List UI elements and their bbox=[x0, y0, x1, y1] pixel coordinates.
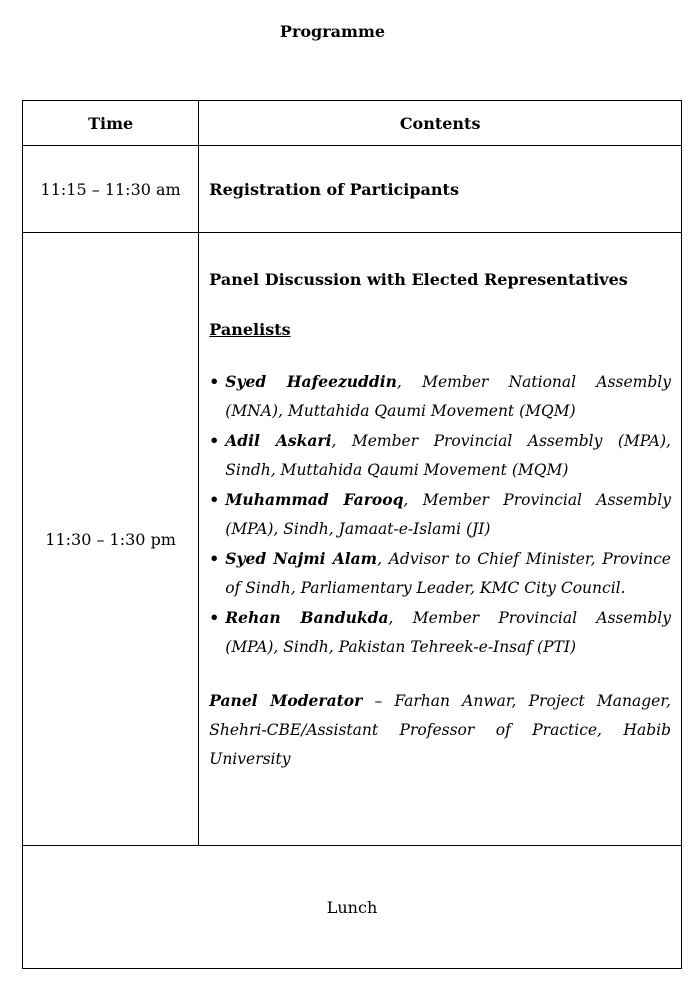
list-item bbox=[209, 367, 671, 426]
programme-table bbox=[22, 100, 682, 969]
registration-time: 11:15 – 11:30 am bbox=[23, 146, 199, 233]
panelist-detail: , Member Provincial Assembly (MPA), Sindh, Pakistan Tehreek-e-Insaf (PTI) bbox=[225, 609, 671, 656]
page-title: Programme bbox=[279, 22, 386, 41]
bullet-icon: • bbox=[209, 431, 220, 450]
table-row-registration bbox=[23, 146, 682, 233]
registration-cell bbox=[199, 146, 682, 233]
list-item bbox=[209, 603, 671, 662]
panelist-name: Syed Najmi Alam bbox=[225, 549, 378, 568]
panelist-name: Syed Hafeezuddin bbox=[225, 372, 397, 391]
moderator-detail: – Farhan Anwar, Project Manager, Shehri-CBE/Assistant Professor of Practice, Habib University bbox=[209, 692, 671, 768]
panel-time: 11:30 – 1:30 pm bbox=[23, 233, 199, 846]
moderator-label: Panel Moderator bbox=[209, 691, 363, 710]
panelist-detail: , Member Provincial Assembly (MPA), Sindh, Muttahida Qaumi Movement (MQM) bbox=[225, 432, 671, 479]
panelist-name: Adil Askari bbox=[225, 431, 332, 450]
panel-title: Panel Discussion with Elected Representatives bbox=[209, 270, 628, 289]
column-header-time: Time bbox=[23, 101, 199, 146]
column-header-contents: Contents bbox=[199, 101, 682, 146]
list-item bbox=[209, 426, 671, 485]
table-row-lunch bbox=[23, 846, 682, 969]
bullet-icon: • bbox=[209, 490, 220, 509]
bullet-icon: • bbox=[209, 608, 220, 627]
panel-cell bbox=[199, 233, 682, 846]
panel-moderator bbox=[209, 686, 671, 774]
panelists-heading: Panelists bbox=[209, 320, 291, 339]
list-item bbox=[209, 485, 671, 544]
panelist-name: Muhammad Farooq bbox=[225, 490, 404, 509]
bullet-icon: • bbox=[209, 549, 220, 568]
panelist-detail: , Member Provincial Assembly (MPA), Sindh, Jamaat-e-Islami (JI) bbox=[225, 491, 671, 538]
panelist-detail: , Member National Assembly (MNA), Muttahida Qaumi Movement (MQM) bbox=[225, 373, 671, 420]
bullet-icon: • bbox=[209, 372, 220, 391]
panelist-name: Rehan Bandukda bbox=[225, 608, 389, 627]
registration-title: Registration of Participants bbox=[209, 179, 459, 199]
table-row-panel bbox=[23, 233, 682, 846]
table-header-row bbox=[23, 101, 682, 146]
lunch-cell: Lunch bbox=[23, 846, 682, 969]
panelist-detail: , Advisor to Chief Minister, Province of Sindh, Parliamentary Leader, KMC City Council. bbox=[225, 550, 671, 597]
list-item bbox=[209, 544, 671, 603]
panelist-list bbox=[209, 367, 671, 662]
